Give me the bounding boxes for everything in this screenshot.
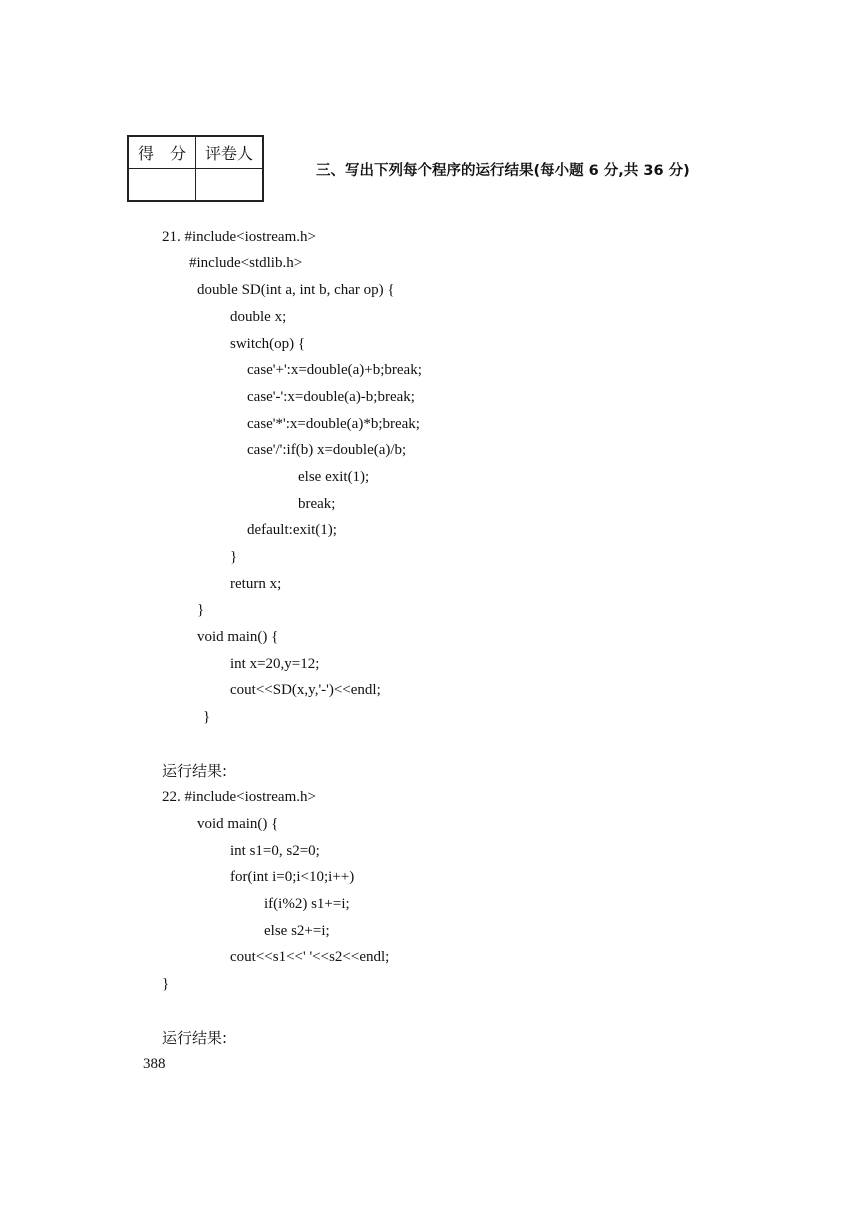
q21-line: case'*':x=double(a)*b;break;: [247, 416, 420, 432]
q21-line: 21. #include<iostream.h>: [162, 229, 316, 245]
q21-line: break;: [298, 496, 336, 512]
q21-line: switch(op) {: [230, 336, 306, 352]
q21-line: double SD(int a, int b, char op) {: [197, 282, 395, 298]
q22-result-label: 运行结果:: [162, 1029, 228, 1047]
grader-label: 评卷人: [196, 136, 264, 169]
q21-line: int x=20,y=12;: [230, 656, 320, 672]
score-label: 得 分: [128, 136, 196, 169]
q22-line: for(int i=0;i<10;i++): [230, 869, 355, 885]
q22-line: if(i%2) s1+=i;: [264, 896, 350, 912]
q22-line: void main() {: [197, 816, 279, 832]
q21-line: else exit(1);: [298, 469, 370, 485]
q21-result-label: 运行结果:: [162, 762, 228, 780]
page-number: 388: [143, 1056, 166, 1072]
q22-line: }: [162, 976, 170, 992]
q22-line: 22. #include<iostream.h>: [162, 789, 316, 805]
q21-line: case'+':x=double(a)+b;break;: [247, 362, 422, 378]
q21-line: }: [197, 602, 205, 618]
q21-line: }: [203, 709, 211, 725]
section-title: 三、写出下列每个程序的运行结果(每小题 6 分,共 36 分): [316, 163, 690, 179]
q21-line: }: [230, 549, 238, 565]
q21-line: case'/':if(b) x=double(a)/b;: [247, 442, 407, 458]
q21-line: cout<<SD(x,y,'-')<<endl;: [230, 682, 381, 698]
q22-line: int s1=0, s2=0;: [230, 843, 320, 859]
q21-line: default:exit(1);: [247, 522, 337, 538]
q22-line: else s2+=i;: [264, 923, 330, 939]
score-cell[interactable]: [128, 169, 196, 202]
q21-line: #include<stdlib.h>: [189, 255, 303, 271]
q21-line: double x;: [230, 309, 287, 325]
score-table: [127, 135, 264, 202]
grader-cell[interactable]: [196, 169, 264, 202]
q21-line: void main() {: [197, 629, 279, 645]
q21-line: return x;: [230, 576, 282, 592]
q22-line: cout<<s1<<' '<<s2<<endl;: [230, 949, 390, 965]
q21-line: case'-':x=double(a)-b;break;: [247, 389, 415, 405]
